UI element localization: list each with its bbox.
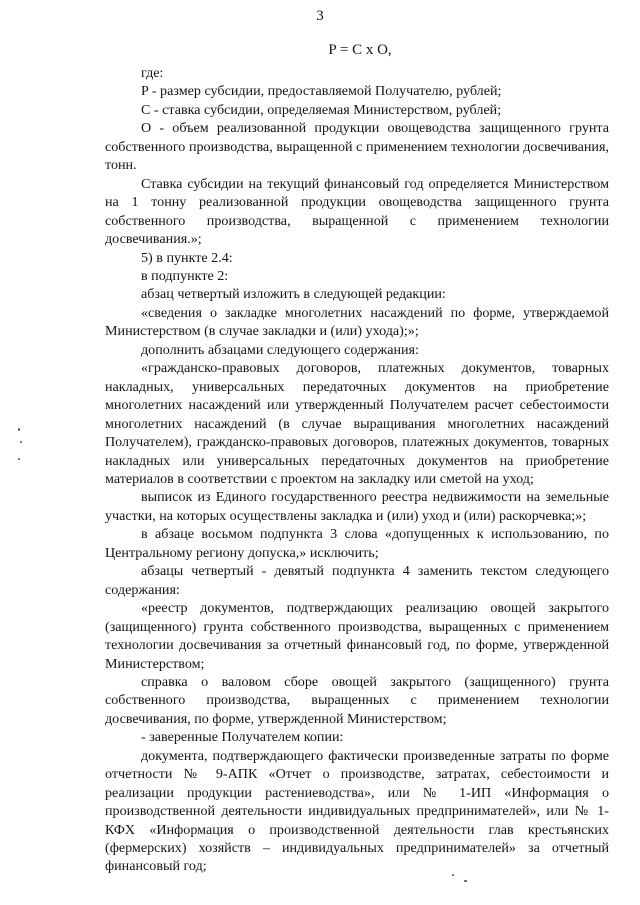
document-body <box>105 64 609 876</box>
paragraph-registry-extracts: выписок из Единого государственного реестра недвижимости на земельные участки, на которых осуществлены закладка и (или) уход и (или) раскорчевка;»; <box>105 489 609 524</box>
paragraph-harvest-certificate: справка о валовом сборе овощей закрытого (защищенного) грунта собственного производства, выращенных с применением технологии досвечивания, по форме, утвержденной Министерством; <box>105 673 609 727</box>
paragraph-cost-document: документа, подтверждающего фактически произведенные затраты по форме отчетности № 9-АПК «Отчет о производстве, затратах, себестоимости и реализации продукции растениеводства», или № 1-ИП «Информация о производственной деятельности индивидуальных предпринимателей», или № 1-КФХ «Информация о производственной деятельности глав крестьянских (фермерских) хозяйств – индивидуальных предпринимателей» за отчетный финансовый год; <box>105 747 609 875</box>
paragraph-definition-c: C - ставка субсидии, определяемая Министерством, рублей; <box>141 101 502 118</box>
paragraph-contracts: «гражданско-правовых договоров, платежных документов, товарных накладных, универсальных передаточных документов на приобретение многолетних насаждений или утвержденный Получателем расчет себестоимости многолетних насаждений (в случае выращивания многолетних насаждений Получателем), гражданско-правовых договоров, платежных документов, товарных накладных или универсальных передаточных документов на приобретение материалов в соответствии с проектом на закладку или сметой на уход; <box>105 360 609 487</box>
page-number: 3 <box>316 8 324 24</box>
scan-speck <box>18 428 20 431</box>
paragraph-definition-o: O - объем реализованной продукции овощеводства защищенного грунта собственного производства, выращенной с применением технологии досвечивания, тонн. <box>105 120 609 174</box>
scan-speck <box>464 880 467 882</box>
paragraph-register: «реестр документов, подтверждающих реализацию овощей закрытого (защищенного) грунта собственного производства, выращенных с применением технологии досвечивания за отчетный финансовый год, по форме, утвержденной Министерством; <box>105 600 609 672</box>
paragraph-amendment: абзац четвертый изложить в следующей редакции: <box>141 286 446 303</box>
paragraph-item-5: 5) в пункте 2.4: <box>141 249 233 266</box>
paragraph-paragraph-8: в абзаце восьмом подпункта 3 слова «допущенных к использованию, по Центральному региону допуска,» исключить; <box>105 526 609 561</box>
paragraph-rate: Ставка субсидии на текущий финансовый год определяется Министерством на 1 тонну реализованной продукции овощеводства защищенного грунта собственного производства, выращенной с применением технологии досвечивания.»; <box>105 175 609 248</box>
paragraph-definition-p: P - размер субсидии, предоставляемой Получателю, рублей; <box>141 83 502 100</box>
scan-speck <box>20 441 22 443</box>
subsidy-formula: P = C x O, <box>328 42 392 58</box>
paragraph-supplement: дополнить абзацами следующего содержания: <box>141 341 419 358</box>
paragraph-subitem-2: в подпункте 2: <box>141 267 229 284</box>
paragraph-certified-copies: - заверенные Получателем копии: <box>141 729 344 746</box>
scan-speck <box>18 458 20 460</box>
scan-speck <box>452 874 454 876</box>
paragraph-plantings: «сведения о закладке многолетних насаждений по форме, утверждаемой Министерством (в случае закладки и (или) ухода);»; <box>105 304 609 340</box>
paragraph-replace: абзацы четвертый - девятый подпункта 4 заменить текстом следующего содержания: <box>105 563 609 598</box>
paragraph-where: где: <box>141 65 164 81</box>
